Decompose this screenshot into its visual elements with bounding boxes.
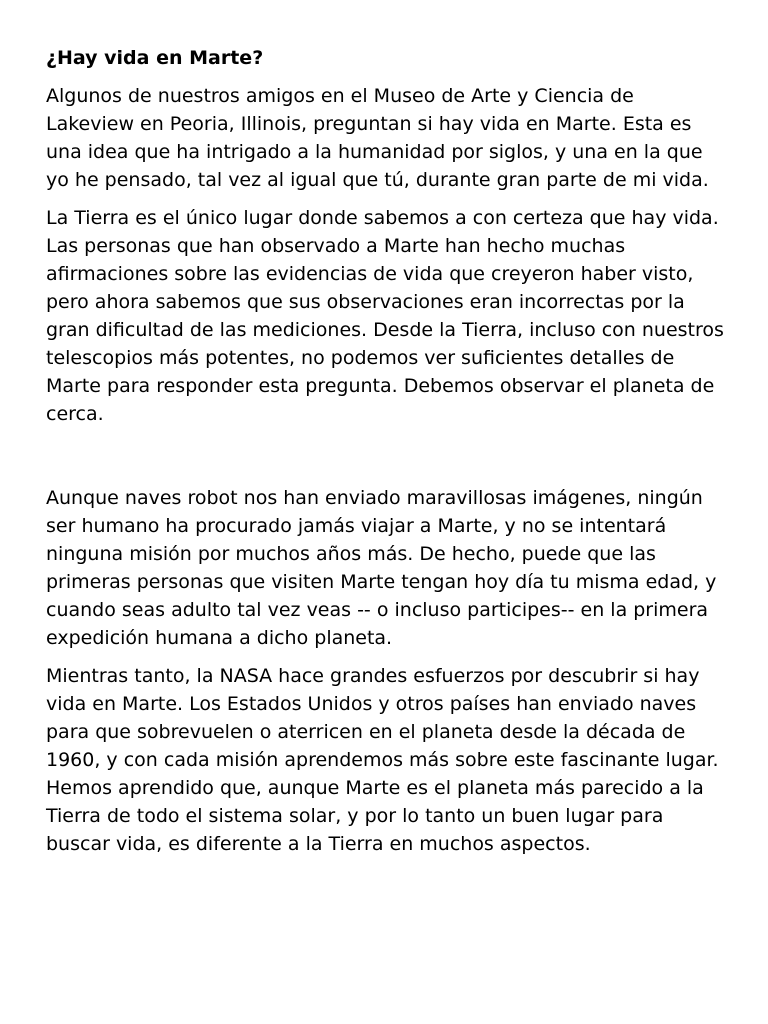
document-title: ¿Hay vida en Marte? xyxy=(46,47,264,69)
paragraph-2: La Tierra es el único lugar donde sabemos a con certeza que hay vida. Las personas que han observado a Marte han hecho muchas afirmaciones sobre las evidencias de vida que creyeron haber visto, pero ahora sabemos que sus observaciones eran incorrectas por la gran dificultad de las mediciones. Desde la Tierra, incluso con nuestros telescopios más potentes, no podemos ver suficientes detalles de Marte para responder esta pregunta. Debemos observar el planeta de cerca. xyxy=(46,207,724,425)
paragraph-4: Mientras tanto, la NASA hace grandes esfuerzos por descubrir si hay vida en Marte. Los Estados Unidos y otros países han enviado naves para que sobrevuelen o aterricen en el planeta desde la década de 1960, y con cada misión aprendemos más sobre este fascinante lugar. Hemos aprendido que, aunque Marte es el planeta más parecido a la Tierra de todo el sistema solar, y por lo tanto un buen lugar para buscar vida, es diferente a la Tierra en muchos aspectos. xyxy=(46,665,719,855)
paragraph-1: Algunos de nuestros amigos en el Museo de Arte y Ciencia de Lakeview en Peoria, Illinois, preguntan si hay vida en Marte. Esta es una idea que ha intrigado a la humanidad por siglos, y una en la que yo he pensado, tal vez al igual que tú, durante gran parte de mi vida. xyxy=(46,85,709,191)
section-spacer xyxy=(46,438,726,484)
paragraph-3: Aunque naves robot nos han enviado maravillosas imágenes, ningún ser humano ha procurado jamás viajar a Marte, y no se intentará ninguna misión por muchos años más. De hecho, puede que las primeras personas que visiten Marte tengan hoy día tu misma edad, y cuando seas adulto tal vez veas -- o incluso participes-- en la primera expedición humana a dicho planeta. xyxy=(46,487,717,649)
document-page xyxy=(46,44,726,868)
